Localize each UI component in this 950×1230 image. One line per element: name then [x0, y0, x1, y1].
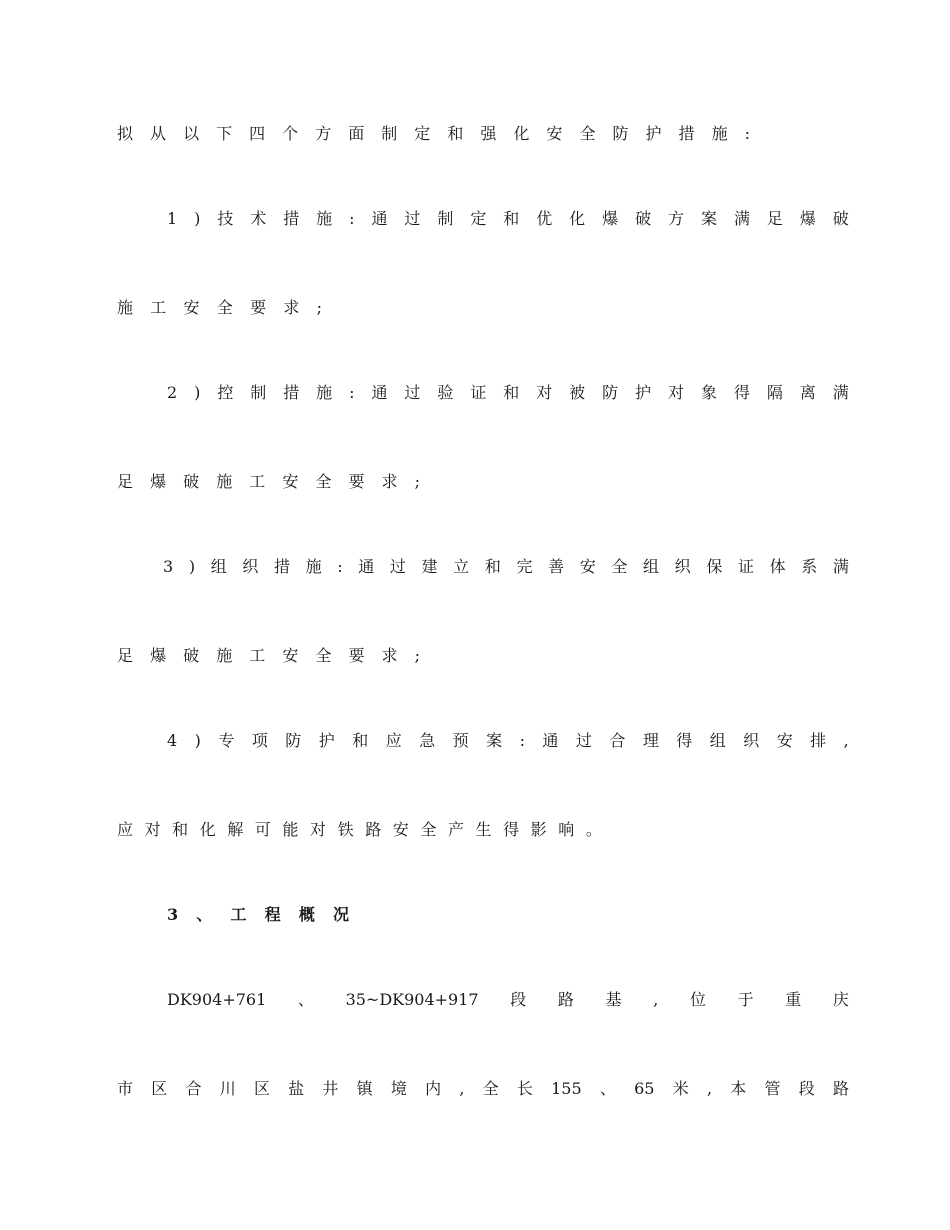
- list-item-2-line-2: [0, 467, 950, 497]
- text-line: 拟 从 以 下 四 个 方 面 制 定 和 强 化 安 全 防 护 措 施 :: [117, 124, 750, 143]
- text-line: 2 ) 控 制 措 施 : 通 过 验 证 和 对 被 防 护 对 象 得 隔 离 满: [167, 383, 849, 402]
- body-paragraph-line-2: [0, 1074, 950, 1104]
- text-line: 施 工 安 全 要 求 ;: [117, 298, 322, 317]
- list-item-2-line-1: [0, 378, 950, 408]
- text-line: 足 爆 破 施 工 安 全 要 求 ;: [117, 646, 420, 665]
- list-item-1-line-1: [0, 204, 950, 234]
- text-line: 3 ) 组 织 措 施 : 通 过 建 立 和 完 善 安 全 组 织 保 证 体 系 满: [163, 557, 849, 576]
- text-line: 应 对 和 化 解 可 能 对 铁 路 安 全 产 生 得 影 响 。: [117, 820, 602, 839]
- list-item-3-line-2: [0, 641, 950, 671]
- section-heading: [0, 900, 950, 930]
- list-item-1-line-2: [0, 293, 950, 323]
- section-heading-text: 3 、 工 程 概 况: [167, 905, 349, 924]
- body-paragraph-line-1: [0, 985, 950, 1015]
- list-item-4-line-2: [0, 815, 950, 845]
- text-line: DK904+761 、 35~DK904+917 段 路 基 , 位 于 重 庆: [167, 990, 849, 1009]
- text-line: 1 ) 技 术 措 施 : 通 过 制 定 和 优 化 爆 破 方 案 满 足 爆 破: [167, 209, 849, 228]
- list-item-4-line-1: [0, 726, 950, 756]
- list-item-3-line-1: [0, 552, 950, 582]
- paragraph-intro-line: [0, 119, 950, 149]
- text-line: 市 区 合 川 区 盐 井 镇 境 内 , 全 长 155 、 65 米 , 本 管 段 路: [117, 1079, 849, 1098]
- text-line: 足 爆 破 施 工 安 全 要 求 ;: [117, 472, 420, 491]
- text-line: 4 ) 专 项 防 护 和 应 急 预 案 : 通 过 合 理 得 组 织 安 排 ,: [167, 731, 849, 750]
